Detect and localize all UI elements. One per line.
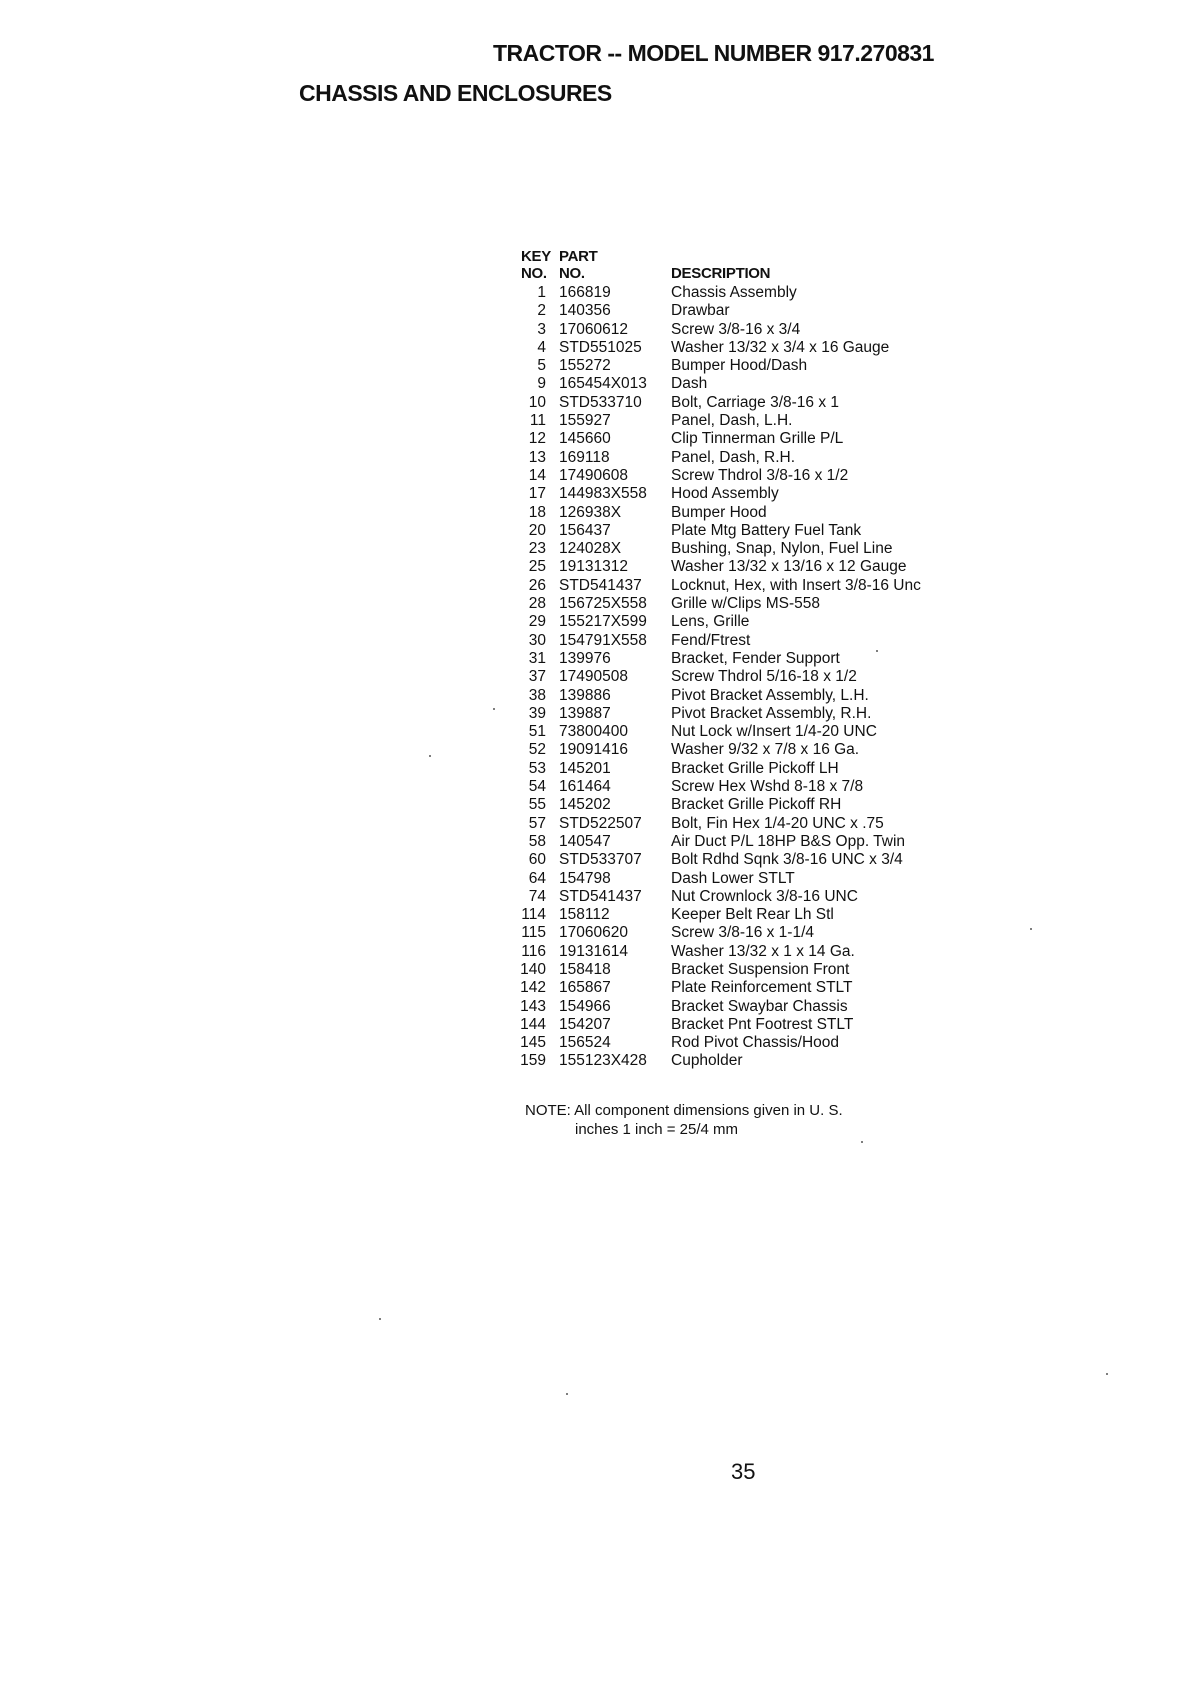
part-no-cell: 17490508	[559, 668, 628, 686]
key-no-cell: 9	[537, 375, 546, 393]
description-cell: Air Duct P/L 18HP B&S Opp. Twin	[671, 832, 906, 850]
description-cell: Bracket Suspension Front	[671, 960, 850, 978]
col-key-no-header: NO.	[521, 265, 547, 282]
dimension-note	[525, 1101, 843, 1139]
description-cell: Screw Thdrol 3/8-16 x 1/2	[671, 466, 849, 484]
key-no-cell: 64	[528, 869, 546, 887]
description-cell: Bracket, Fender Support	[671, 649, 840, 667]
description-cell: Bracket Grille Pickoff LH	[671, 759, 839, 777]
part-no-cell: 17060620	[559, 924, 628, 942]
part-no-cell: 156524	[559, 1034, 611, 1052]
key-no-cell: 114	[521, 906, 546, 924]
description-cell: Nut Lock w/Insert 1/4-20 UNC	[671, 723, 877, 741]
description-cell: Pivot Bracket Assembly, R.H.	[671, 704, 872, 722]
description-cell: Bracket Grille Pickoff RH	[671, 796, 842, 814]
part-no-cell: 165454X013	[559, 375, 647, 393]
part-no-cell: 19131614	[559, 942, 628, 960]
description-cell: Bolt, Fin Hex 1/4-20 UNC x .75	[671, 814, 884, 832]
key-no-cell: 20	[528, 521, 546, 539]
part-no-cell: 139887	[559, 704, 611, 722]
key-no-cell: 3	[537, 320, 546, 338]
part-no-cell: 161464	[559, 778, 611, 796]
scan-speck	[1106, 1373, 1108, 1375]
part-no-cell: 17060612	[559, 320, 628, 338]
description-cell: Screw Hex Wshd 8-18 x 7/8	[671, 778, 864, 796]
description-cell: Pivot Bracket Assembly, L.H.	[671, 686, 869, 704]
key-no-cell: 60	[528, 851, 546, 869]
key-no-cell: 58	[528, 832, 546, 850]
scan-speck	[861, 1141, 863, 1143]
part-no-cell: 166819	[559, 284, 611, 301]
part-no-cell: 145660	[559, 430, 611, 448]
description-cell: Bumper Hood	[671, 503, 767, 521]
description-cell: Hood Assembly	[671, 485, 779, 503]
scan-speck	[429, 755, 431, 757]
part-no-cell: 17490608	[559, 466, 628, 484]
part-no-cell: STD551025	[559, 338, 642, 356]
part-no-cell: 140547	[559, 832, 611, 850]
col-part-no-header: NO.	[559, 265, 585, 282]
description-cell: Plate Mtg Battery Fuel Tank	[671, 521, 862, 539]
page-title: TRACTOR -- MODEL NUMBER 917.270831	[493, 40, 934, 66]
part-no-cell: STD533707	[559, 851, 642, 869]
scan-speck	[876, 650, 878, 652]
part-no-cell: 140356	[559, 302, 611, 320]
description-cell: Bracket Swaybar Chassis	[671, 997, 848, 1015]
key-no-cell: 115	[521, 924, 546, 942]
key-no-cell: 13	[528, 448, 546, 466]
part-no-cell: 154798	[559, 869, 611, 887]
key-no-cell: 10	[528, 393, 546, 411]
scan-speck	[379, 1318, 381, 1320]
description-cell: Clip Tinnerman Grille P/L	[671, 430, 844, 448]
description-cell: Washer 13/32 x 13/16 x 12 Gauge	[671, 558, 907, 576]
page-number: 35	[731, 1459, 756, 1484]
scan-speck	[566, 1393, 568, 1395]
part-no-cell: 144983X558	[559, 485, 647, 503]
part-no-cell: 19131312	[559, 558, 628, 576]
part-no-cell: 154966	[559, 997, 611, 1015]
description-cell: Screw Thdrol 5/16-18 x 1/2	[671, 668, 857, 686]
part-no-cell: 73800400	[559, 723, 628, 741]
part-no-cell: 156437	[559, 521, 611, 539]
key-no-cell: 1	[537, 284, 546, 301]
key-no-cell: 31	[528, 649, 546, 667]
scan-speck	[493, 708, 495, 710]
key-no-cell: 26	[528, 576, 546, 594]
part-no-cell: STD541437	[559, 576, 642, 594]
key-no-cell: 52	[528, 741, 546, 759]
description-cell: Screw 3/8-16 x 1-1/4	[671, 924, 815, 942]
description-cell: Lens, Grille	[671, 613, 750, 631]
key-no-cell: 144	[520, 1015, 546, 1033]
key-no-cell: 17	[528, 485, 546, 503]
key-no-cell: 14	[528, 466, 546, 484]
key-no-cell: 18	[528, 503, 546, 521]
description-cell: Nut Crownlock 3/8-16 UNC	[671, 887, 858, 905]
key-no-cell: 30	[528, 631, 546, 649]
description-cell: Bushing, Snap, Nylon, Fuel Line	[671, 540, 893, 558]
key-no-cell: 55	[528, 796, 546, 814]
part-no-cell: 154791X558	[559, 631, 647, 649]
description-cell: Locknut, Hex, with Insert 3/8-16 Unc	[671, 576, 921, 594]
description-cell: Rod Pivot Chassis/Hood	[671, 1034, 839, 1052]
description-cell: Chassis Assembly	[671, 284, 797, 301]
description-cell: Panel, Dash, L.H.	[671, 412, 793, 430]
part-no-cell: 145202	[559, 796, 611, 814]
key-no-cell: 28	[528, 595, 546, 613]
col-description-header: DESCRIPTION	[671, 265, 771, 282]
part-no-cell: 19091416	[559, 741, 628, 759]
part-no-cell: 158418	[559, 960, 611, 978]
key-no-cell: 11	[529, 412, 546, 430]
key-no-cell: 143	[520, 997, 546, 1015]
key-no-cell: 54	[528, 778, 546, 796]
scan-speck	[1030, 928, 1032, 930]
key-no-cell: 38	[528, 686, 546, 704]
description-cell: Washer 13/32 x 3/4 x 16 Gauge	[671, 338, 890, 356]
key-no-cell: 145	[520, 1034, 546, 1052]
note-line-1: NOTE: All component dimensions given in U. S.	[525, 1102, 843, 1119]
description-cell: Dash	[671, 375, 708, 393]
description-cell: Grille w/Clips MS-558	[671, 595, 821, 613]
description-cell: Cupholder	[671, 1052, 743, 1070]
key-no-cell: 12	[528, 430, 546, 448]
description-cell: Fend/Ftrest	[671, 631, 751, 649]
key-no-cell: 51	[528, 723, 546, 741]
key-no-cell: 4	[537, 338, 546, 356]
description-cell: Bracket Pnt Footrest STLT	[671, 1015, 854, 1033]
key-no-cell: 23	[528, 540, 546, 558]
key-no-cell: 2	[537, 302, 546, 320]
part-no-cell: 169118	[559, 448, 610, 466]
part-no-cell: 145201	[559, 759, 611, 777]
col-part-header: PART	[559, 248, 598, 265]
note-line-2: inches 1 inch = 25/4 mm	[575, 1121, 739, 1138]
part-no-cell: 139976	[559, 649, 611, 667]
part-no-cell: 126938X	[559, 503, 622, 521]
key-no-cell: 29	[528, 613, 546, 631]
part-no-cell: 165867	[559, 979, 611, 997]
part-no-cell: 155217X599	[559, 613, 647, 631]
description-cell: Screw 3/8-16 x 3/4	[671, 320, 801, 338]
description-cell: Drawbar	[671, 302, 730, 320]
description-cell: Dash Lower STLT	[671, 869, 795, 887]
description-cell: Keeper Belt Rear Lh Stl	[671, 906, 834, 924]
description-cell: Panel, Dash, R.H.	[671, 448, 796, 466]
part-no-cell: 139886	[559, 686, 611, 704]
description-cell: Washer 9/32 x 7/8 x 16 Ga.	[671, 741, 860, 759]
description-cell: Bolt Rdhd Sqnk 3/8-16 UNC x 3/4	[671, 851, 903, 869]
key-no-cell: 37	[528, 668, 546, 686]
description-cell: Washer 13/32 x 1 x 14 Ga.	[671, 942, 855, 960]
key-no-cell: 5	[537, 357, 546, 375]
key-no-cell: 39	[528, 704, 546, 722]
key-no-cell: 53	[528, 759, 546, 777]
key-no-cell: 140	[520, 960, 546, 978]
description-cell: Bolt, Carriage 3/8-16 x 1	[671, 393, 840, 411]
description-cell: Plate Reinforcement STLT	[671, 979, 853, 997]
part-no-cell: 155272	[559, 357, 611, 375]
part-no-cell: STD533710	[559, 393, 642, 411]
part-no-cell: 158112	[559, 906, 610, 924]
key-no-cell: 25	[528, 558, 546, 576]
col-key-header: KEY	[521, 248, 551, 265]
part-no-cell: 155123X428	[559, 1052, 647, 1070]
key-no-cell: 116	[521, 942, 546, 960]
key-no-cell: 142	[520, 979, 546, 997]
part-no-cell: 156725X558	[559, 595, 647, 613]
key-no-cell: 159	[520, 1052, 546, 1070]
section-title: CHASSIS AND ENCLOSURES	[299, 80, 612, 106]
part-no-cell: 154207	[559, 1015, 611, 1033]
part-no-cell: STD541437	[559, 887, 642, 905]
part-no-cell: 155927	[559, 412, 611, 430]
part-no-cell: STD522507	[559, 814, 642, 832]
description-cell: Bumper Hood/Dash	[671, 357, 808, 375]
part-no-cell: 124028X	[559, 540, 622, 558]
key-no-cell: 57	[528, 814, 546, 832]
key-no-cell: 74	[528, 887, 546, 905]
